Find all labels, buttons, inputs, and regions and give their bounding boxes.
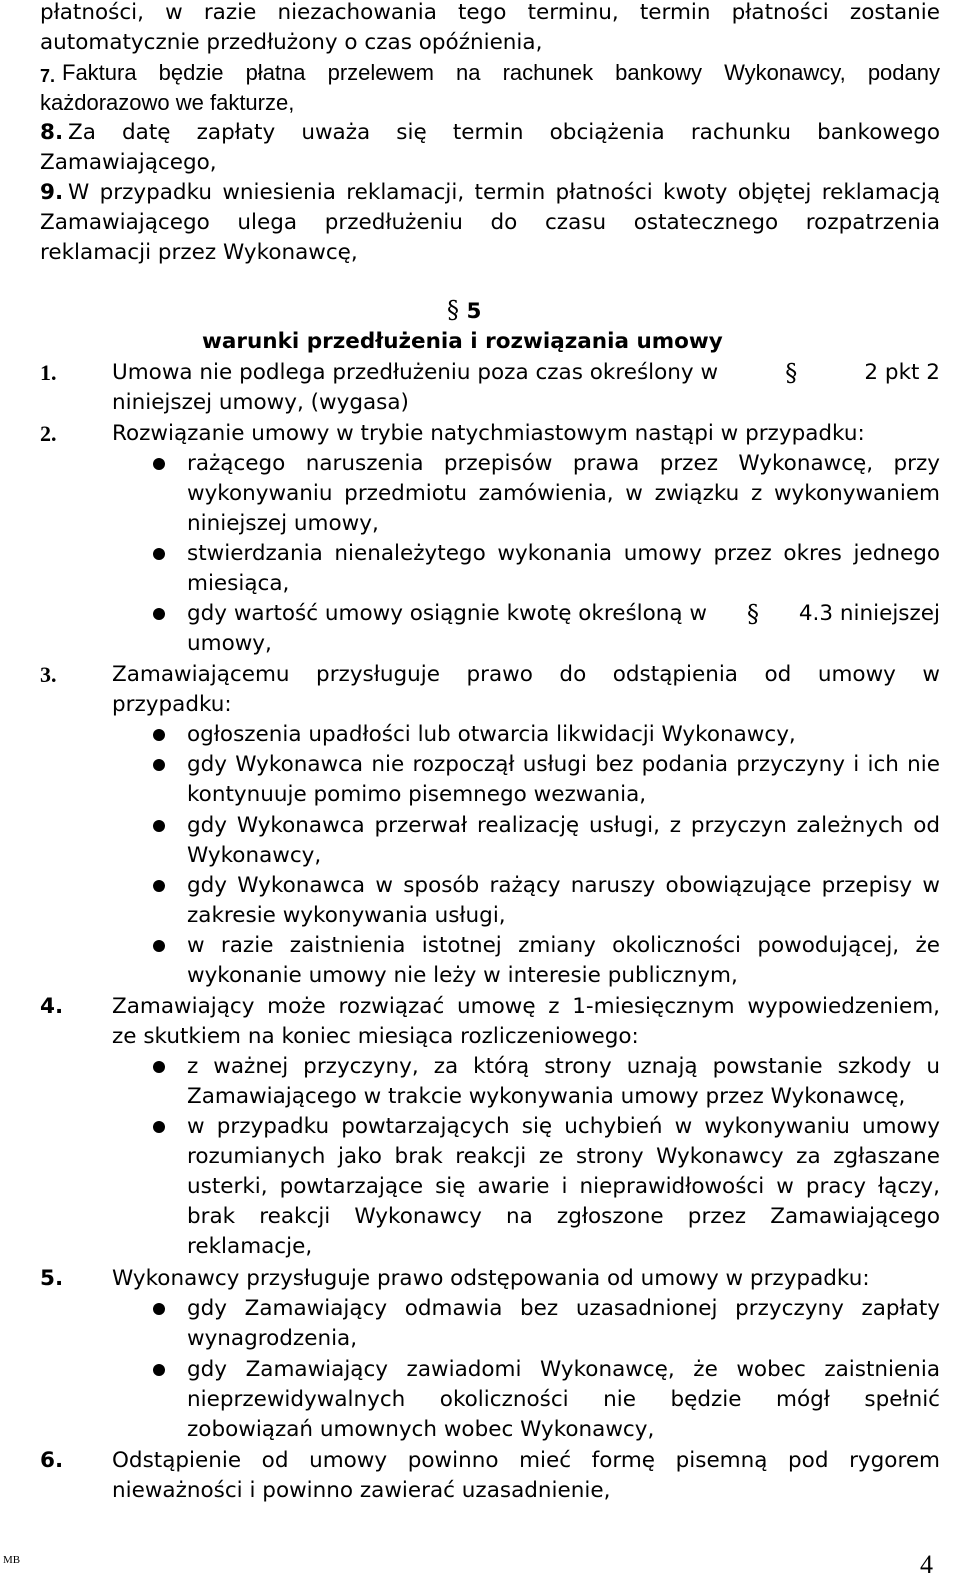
bullet-icon: [153, 1303, 165, 1315]
text-line: niniejszej umowy, (wygasa): [112, 390, 409, 415]
bullet-icon: [153, 940, 165, 952]
bullet-icon: [153, 729, 165, 741]
bullet-icon: [153, 548, 165, 560]
text-line: brak reakcji Wykonawcy na zgłoszone przez Zamawiającego: [187, 1204, 940, 1229]
text-line: niniejszej umowy,: [187, 511, 379, 536]
item-number: 7.: [40, 66, 56, 86]
item-number: 6.: [40, 1448, 64, 1473]
text-line: wynagrodzenia,: [187, 1326, 358, 1351]
bullet-icon: [153, 880, 165, 892]
text-line: wykonywaniu przedmiotu zamówienia, w związku z wykonywaniem: [187, 481, 940, 506]
section-title: warunki przedłużenia i rozwiązania umowy: [202, 329, 723, 354]
text-line: Odstąpienie od umowy powinno mieć formę pisemną pod rygorem: [112, 1448, 940, 1473]
text-line: [112, 358, 940, 388]
text-line: wykonanie umowy nie leży w interesie publicznym,: [187, 963, 738, 988]
item-number: 9.: [40, 180, 64, 205]
text-line: z ważnej przyczyny, za którą strony uznają powstanie szkody u: [187, 1054, 940, 1079]
text-line: Zamawiający może rozwiązać umowę z 1-miesięcznym wypowiedzeniem,: [112, 994, 940, 1019]
text-line: [187, 599, 940, 629]
text-line: W przypadku wniesienia reklamacji, termin płatności kwoty objętej reklamacją: [68, 180, 940, 205]
bullet-icon: [153, 820, 165, 832]
item-number: 8.: [40, 120, 64, 145]
text-line: w przypadku powtarzających się uchybień w wykonywaniu umowy: [187, 1114, 940, 1139]
bullet-icon: [153, 608, 165, 620]
text-line: rażącego naruszenia przepisów prawa przez Wykonawcę, przy: [187, 451, 940, 476]
text-line: zakresie wykonywania usługi,: [187, 903, 506, 928]
text-line: miesiąca,: [187, 571, 290, 596]
text-line: Zamawiającego,: [40, 150, 217, 175]
text-line: zobowiązań umownych wobec Wykonawcy,: [187, 1417, 655, 1442]
text-line: rozumianych jako brak reakcji ze strony Wykonawcy za zgłaszane: [187, 1144, 940, 1169]
text-line: gdy Wykonawca nie rozpoczął usługi bez podania przyczyny i ich nie: [187, 752, 940, 777]
text-line: Faktura będzie płatna przelewem na rachunek bankowy Wykonawcy, podany: [62, 60, 940, 85]
item-number: 2.: [40, 421, 57, 446]
bullet-icon: [153, 1061, 165, 1073]
bullet-icon: [153, 1121, 165, 1133]
item-number: 5.: [40, 1266, 64, 1291]
item-number: 1.: [40, 360, 57, 385]
text-line: Wykonawcy przysługuje prawo odstępowania od umowy w przypadku:: [112, 1266, 870, 1291]
paragraph-symbol: §: [447, 296, 459, 324]
text-segment: 4.3 niniejszej: [798, 601, 940, 626]
text-line: gdy Zamawiający zawiadomi Wykonawcę, że wobec zaistnienia: [187, 1357, 940, 1382]
page-number: 4: [920, 1550, 933, 1579]
text-line: kontynuuje pomimo pisemnego wezwania,: [187, 782, 647, 807]
item-number: 4.: [40, 994, 64, 1019]
text-line: umowy,: [187, 631, 272, 656]
section-number-value: 5: [466, 299, 482, 324]
bullet-icon: [153, 759, 165, 771]
text-line: ze skutkiem na koniec miesiąca rozliczeniowego:: [112, 1024, 639, 1049]
bullet-icon: [153, 1364, 165, 1376]
footer-initials: MB: [3, 1554, 21, 1566]
text-line: reklamacji przez Wykonawcę,: [40, 240, 358, 265]
text-line: płatności, w razie niezachowania tego terminu, termin płatności zostanie: [40, 0, 940, 25]
bullet-icon: [153, 458, 165, 470]
text-line: każdorazowo we fakturze,: [40, 90, 295, 115]
text-line: Zamawiającemu przysługuje prawo do odstąpienia od umowy w: [112, 662, 940, 687]
text-line: nieprzewidywalnych okoliczności nie będzie mógł spełnić: [187, 1387, 940, 1412]
text-line: gdy Zamawiający odmawia bez uzasadnionej przyczyny zapłaty: [187, 1296, 940, 1321]
text-segment: 2 pkt 2: [864, 360, 940, 385]
text-line: nieważności i powinno zawierać uzasadnienie,: [112, 1478, 611, 1503]
text-segment: gdy wartość umowy osiągnie kwotę określoną w: [187, 601, 707, 626]
text-line: stwierdzania nienależytego wykonania umowy przez okres jednego: [187, 541, 940, 566]
section-number: [447, 295, 481, 327]
text-line: gdy Wykonawca przerwał realizację usługi, z przyczyn zależnych od: [187, 813, 940, 838]
text-line: automatycznie przedłużony o czas opóźnienia,: [40, 30, 543, 55]
text-line: Zamawiającego ulega przedłużeniu do czasu ostatecznego rozpatrzenia: [40, 210, 940, 235]
text-line: przypadku:: [112, 692, 232, 717]
text-line: ogłoszenia upadłości lub otwarcia likwidacji Wykonawcy,: [187, 722, 796, 747]
text-line: Wykonawcy,: [187, 843, 322, 868]
text-segment: Umowa nie podlega przedłużeniu poza czas określony w: [112, 360, 719, 385]
text-line: Rozwiązanie umowy w trybie natychmiastowym nastąpi w przypadku:: [112, 421, 865, 446]
text-line: Zamawiającego w trakcie wykonywania umowy przez Wykonawcę,: [187, 1084, 906, 1109]
text-line: reklamacje,: [187, 1234, 313, 1259]
paragraph-symbol: §: [746, 600, 759, 628]
text-line: usterki, powtarzające się awarie i nieprawidłowości w pracy łączy,: [187, 1174, 940, 1199]
text-line: gdy Wykonawca w sposób rażący naruszy obowiązujące przepisy w: [187, 873, 940, 898]
text-line: w razie zaistnienia istotnej zmiany okoliczności powodującej, że: [187, 933, 940, 958]
text-line: Za datę zapłaty uważa się termin obciążenia rachunku bankowego: [68, 120, 940, 145]
paragraph-symbol: §: [785, 359, 798, 387]
item-number: 3.: [40, 662, 57, 687]
